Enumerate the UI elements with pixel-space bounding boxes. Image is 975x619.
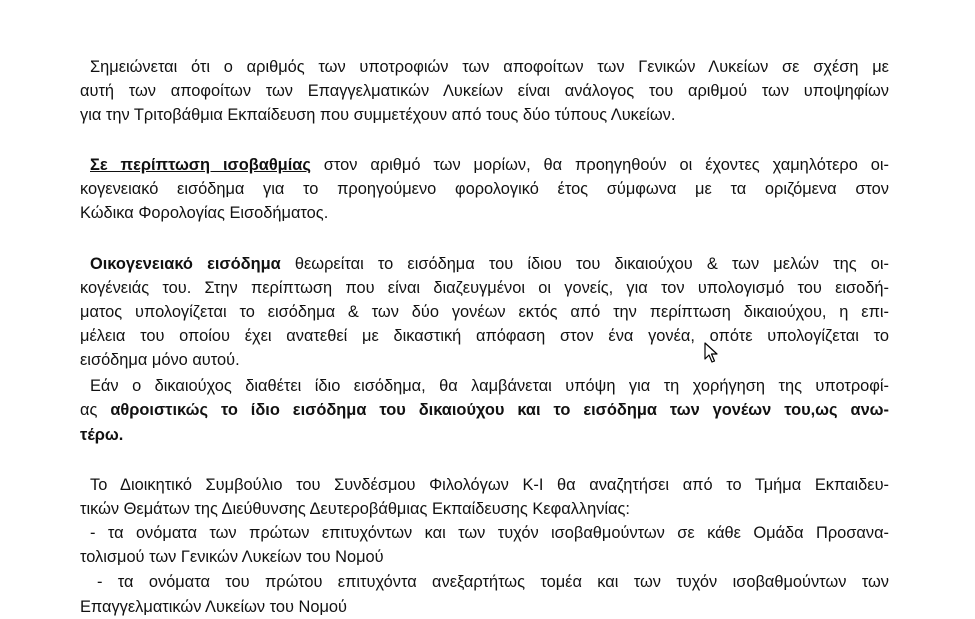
paragraph-3-line-3: ματος υπολογίζεται το εισόδημα & των δύο γονέων εκτός από την περίπτωση δικαιούχου, η επι-: [80, 303, 889, 321]
paragraph-5-line-2: τικών Θεμάτων της Διεύθυνσης Δευτεροβάθμιας Εκπαίδευσης Κεφαλληνίας:: [80, 500, 630, 518]
list-item-2-line-2: Επαγγελματικών Λυκείων του Νομού: [80, 598, 348, 616]
paragraph-4-line-2-text: ας: [80, 401, 111, 419]
paragraph-1-line-1: Σημειώνεται ότι ο αριθμός των υποτροφιών των αποφοίτων των Γενικών Λυκείων σε σχέση με: [90, 58, 889, 76]
paragraph-3-line-5: εισόδημα μόνο αυτού.: [80, 351, 240, 369]
paragraph-2-line-1-text: στον αριθμό των μορίων, θα προηγηθούν οι έχοντες χαμηλότερο οι-: [310, 156, 889, 174]
mouse-pointer-icon: [704, 342, 720, 364]
list-item-1-line-2: τολισμού των Γενικών Λυκείων του Νομού: [80, 548, 384, 566]
list-item-2-line-1: - τα ονόματα του πρώτου επιτυχόντα ανεξαρτήτως τομέα και των τυχόν ισοβαθμούντων των: [97, 573, 889, 591]
paragraph-1-line-3: για την Τριτοβάθμια Εκπαίδευση που συμμετέχουν από τους δύο τύπους Λυκείων.: [80, 106, 676, 124]
paragraph-3-line-1: [90, 252, 889, 276]
paragraph-3-line-2: κογένειάς του. Στην περίπτωση που είναι διαζευγμένοι οι γονείς, για τον υπολογισμό του εισοδή-: [80, 279, 889, 297]
paragraph-4-line-1: Εάν ο δικαιούχος διαθέτει ίδιο εισόδημα, θα λαμβάνεται υπόψη για τη χορήγηση της υποτροφί-: [90, 377, 889, 395]
paragraph-3-line-1-text: θεωρείται το εισόδημα του ίδιου του δικαιούχου & των μελών της οι-: [280, 255, 890, 273]
list-item-1-line-1: - τα ονόματα των πρώτων επιτυχόντων και των τυχόν ισοβαθμούντων σε κάθε Ομάδα Προσανα-: [90, 524, 889, 542]
aggregate-income-text: αθροιστικώς το ίδιο εισόδημα του δικαιούχου και το εισόδημα των γονέων του,ως ανω-: [110, 401, 889, 419]
paragraph-5-line-1: Το Διοικητικό Συμβούλιο του Συνδέσμου Φιλολόγων Κ-Ι θα αναζητήσει από το Τμήμα Εκπαιδευ-: [90, 476, 889, 494]
paragraph-2-line-2: κογενειακό εισόδημα για το προηγούμενο φορολογικό έτος σύμφωνα με τα οριζόμενα στον: [80, 180, 889, 198]
tie-break-heading: Σε περίπτωση ισοβαθμίας: [90, 156, 311, 174]
family-income-heading: Οικογενειακό εισόδημα: [90, 255, 281, 273]
paragraph-4-line-3: τέρω.: [80, 426, 124, 444]
paragraph-1-line-2: αυτή των αποφοίτων των Επαγγελματικών Λυκείων είναι ανάλογος του αριθμού των υποψηφίων: [80, 82, 889, 100]
paragraph-2-line-3: Κώδικα Φορολογίας Εισοδήματος.: [80, 204, 329, 222]
paragraph-3-line-4: μέλεια του οποίου έχει ανατεθεί με δικαστική απόφαση στον ένα γονέα, οπότε υπολογίζεται το: [80, 327, 889, 345]
paragraph-2-line-1: [90, 153, 889, 177]
paragraph-4-line-2: [80, 398, 889, 422]
